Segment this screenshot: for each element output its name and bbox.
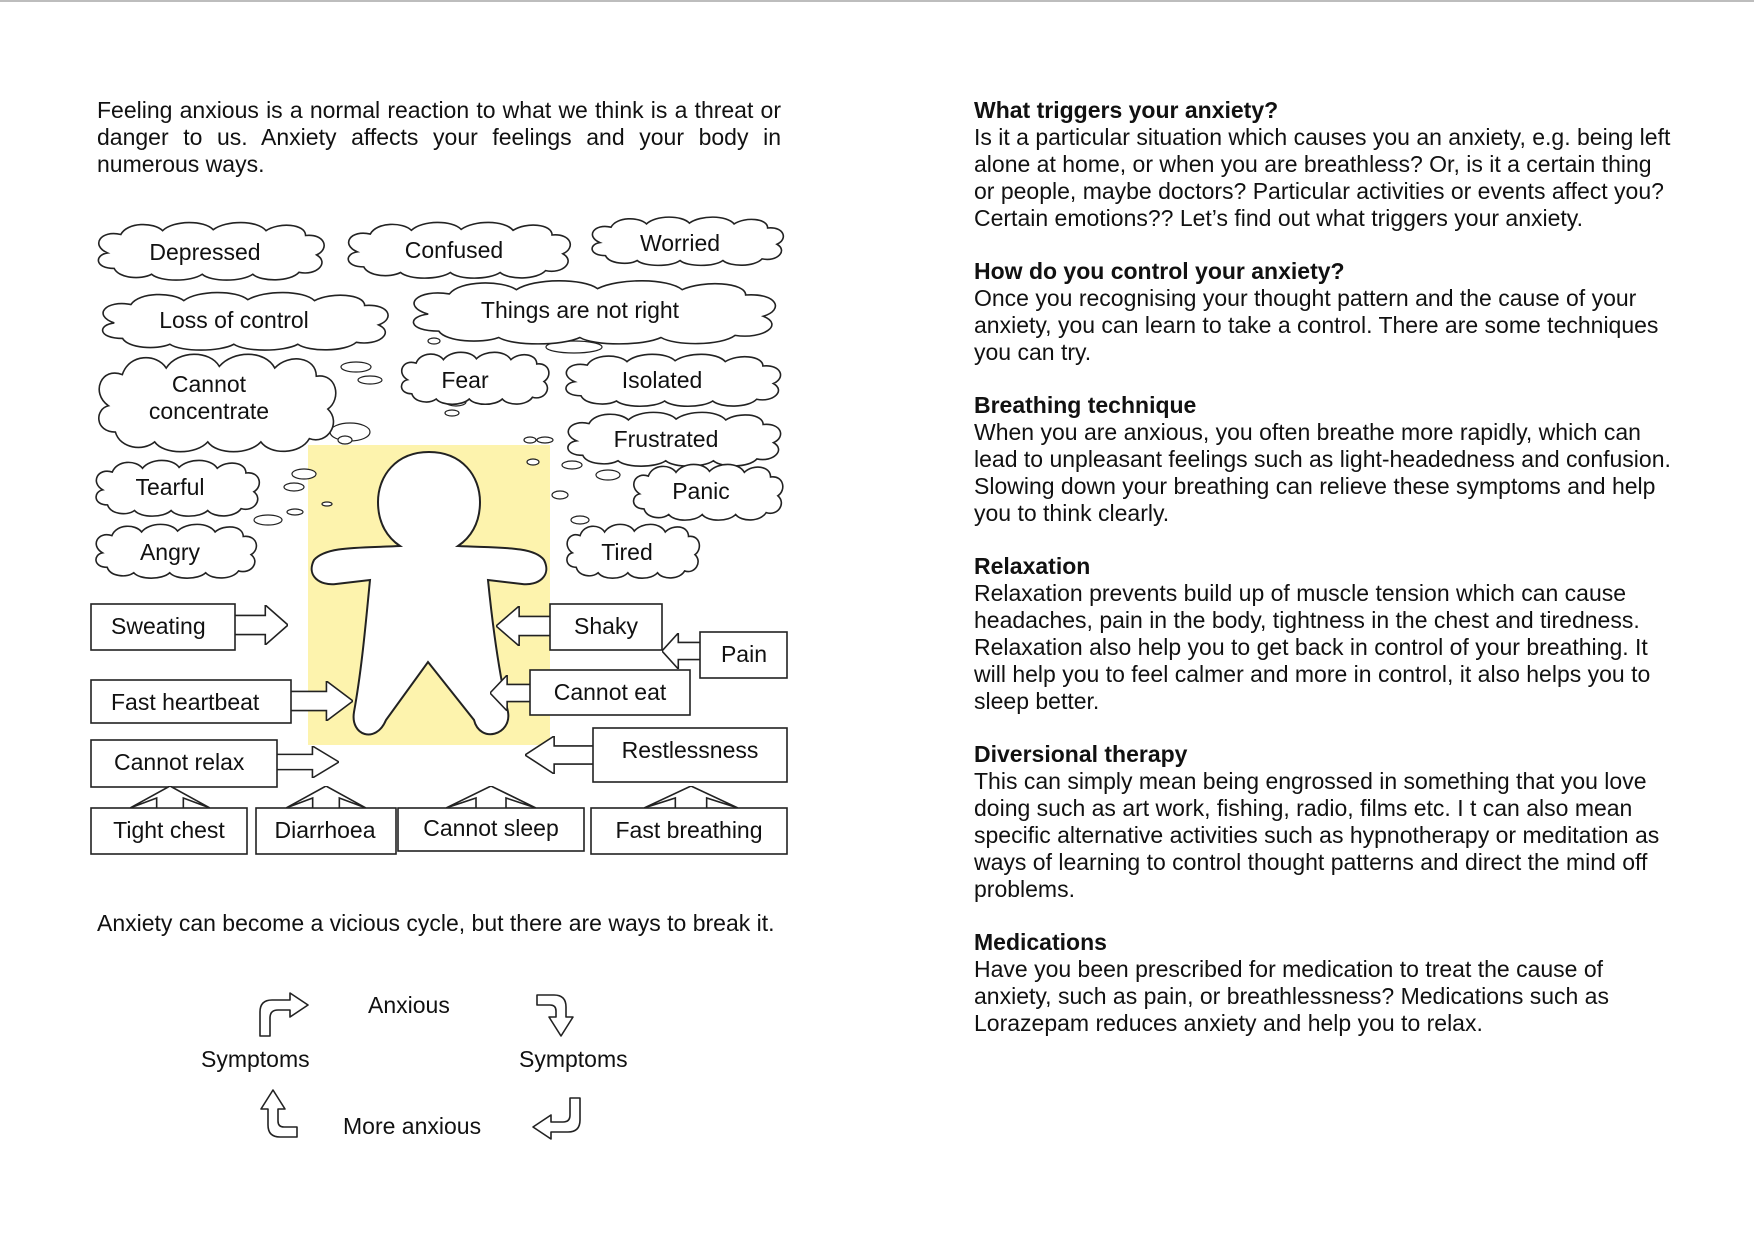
- symptom-tight-chest: Tight chest: [113, 817, 225, 843]
- symptom-fast-heartbeat: Fast heartbeat: [111, 689, 260, 715]
- symptom-restlessness: Restlessness: [621, 737, 759, 763]
- cloud-depressed: [98, 223, 324, 281]
- section-text: Is it a particular situation which causes you an anxiety, e.g. being left alone at home, or when you are breathless? Or, is it a certain thing or people, maybe doctors? Particular activities or events affect you? Certain emotions?? Let’s find out what triggers your anxiety.: [974, 124, 1671, 231]
- cloud-loss-of-control: [103, 293, 388, 351]
- symptom-shaky: Shaky: [574, 613, 638, 639]
- cloud-tearful: [96, 460, 259, 516]
- cloud-fear-label: Fear: [441, 367, 489, 393]
- cloud-frustrated: [568, 412, 781, 466]
- cloud-loss-of-control-label: Loss of control: [159, 307, 309, 333]
- cloud-cannot-concentrate-label-1: Cannot: [171, 371, 247, 397]
- cloud-fear: [401, 352, 548, 404]
- cloud-panic: [634, 464, 783, 520]
- section-text: This can simply mean being engrossed in something that you love doing such as art work, fishing, radio, films etc. I t can also mean specific alternative activities such as hypnotherapy or meditation as ways of learning to control thought patterns and direct the mind off problems.: [974, 768, 1660, 902]
- cloud-things-not-right: [413, 281, 775, 344]
- cloud-worried-label: Worried: [639, 230, 721, 256]
- cloud-angry: [96, 524, 256, 578]
- symptom-pain: Pain: [720, 641, 768, 667]
- cloud-tearful-label: Tearful: [135, 474, 205, 500]
- section-diversional: [974, 741, 1674, 903]
- symptom-cannot-eat: Cannot eat: [553, 679, 667, 705]
- cloud-cannot-concentrate-label-2: concentrate: [148, 398, 270, 424]
- section-text: Relaxation prevents build up of muscle tension which can cause headaches, pain in the body, tightness in the chest and tiredness. Relaxation also help you to get back in control of your breathing. It will help you to feel calmer and more in control, it also helps you to sleep better.: [974, 580, 1651, 714]
- cloud-frustrated-label: Frustrated: [613, 426, 719, 452]
- section-heading: What triggers your anxiety?: [974, 97, 1279, 123]
- section-text: When you are anxious, you often breathe more rapidly, which can lead to unpleasant feelings such as light-headedness and confusion. Slowing down your breathing can relieve these symptoms and help you to think clearly.: [974, 419, 1671, 526]
- symptom-cannot-relax: Cannot relax: [114, 749, 245, 775]
- section-text: Once you recognising your thought pattern and the cause of your anxiety, you can learn to take a control. There are some techniques you can try.: [974, 285, 1659, 365]
- advice-column: [974, 97, 1674, 1063]
- cloud-tired: [567, 524, 699, 578]
- section-heading: Medications: [974, 929, 1107, 955]
- symptom-fast-breathing: Fast breathing: [615, 817, 763, 843]
- section-heading: Diversional therapy: [974, 741, 1188, 767]
- cloud-angry-label: Angry: [139, 539, 201, 565]
- cycle-arrow-top-right-icon: [537, 995, 573, 1036]
- cloud-things-not-right-label: Things are not right: [480, 297, 680, 323]
- symptom-diarrhoea: Diarrhoea: [274, 817, 376, 843]
- cloud-panic-label: Panic: [672, 478, 730, 504]
- cloud-confused-label: Confused: [404, 237, 504, 263]
- cloud-tired-label: Tired: [601, 539, 653, 565]
- cloud-worried: [592, 217, 783, 265]
- cycle-symptoms-left: Symptoms: [201, 1046, 310, 1072]
- section-relaxation: [974, 553, 1674, 715]
- cycle-arrow-top-left-icon: [260, 993, 308, 1036]
- cycle-anxious: Anxious: [368, 992, 450, 1018]
- cloud-isolated: [566, 354, 781, 406]
- section-breathing: [974, 392, 1674, 527]
- section-heading: Relaxation: [974, 553, 1091, 579]
- intro-paragraph: Feeling anxious is a normal reaction to what we think is a threat or danger to us. Anxiety affects your feelings and your body in numerous ways.: [97, 97, 781, 177]
- cloud-isolated-label: Isolated: [621, 367, 703, 393]
- cycle-symptoms-right: Symptoms: [519, 1046, 628, 1072]
- cloud-confused: [348, 222, 570, 278]
- section-medications: [974, 929, 1674, 1037]
- cycle-intro-paragraph: Anxiety can become a vicious cycle, but there are ways to break it.: [97, 910, 775, 936]
- section-control: [974, 258, 1674, 366]
- symptom-sweating: Sweating: [111, 613, 206, 639]
- section-triggers: [974, 97, 1674, 232]
- cycle-more-anxious: More anxious: [343, 1113, 482, 1139]
- cloud-cannot-concentrate: [99, 354, 336, 451]
- symptom-cannot-sleep: Cannot sleep: [423, 815, 559, 841]
- section-heading: How do you control your anxiety?: [974, 258, 1345, 284]
- section-text: Have you been prescribed for medication to treat the cause of anxiety, such as pain, or breathlessness? Medications such as Lorazepam reduces anxiety and help you to relax.: [974, 956, 1609, 1036]
- cloud-depressed-label: Depressed: [149, 239, 261, 265]
- cycle-arrow-bottom-left-icon: [261, 1090, 297, 1137]
- section-heading: Breathing technique: [974, 392, 1197, 418]
- cycle-arrow-bottom-right-icon: [533, 1098, 580, 1139]
